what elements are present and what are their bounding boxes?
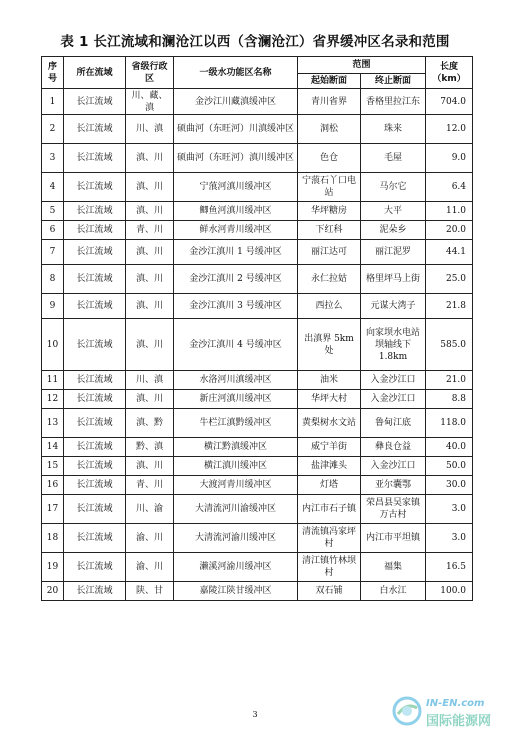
cell-basin: 长江流域: [64, 438, 126, 457]
cell-province: 黔、滇: [126, 438, 174, 457]
cell-start-section: 灯塔: [298, 476, 361, 495]
cell-end-section: 毛屋: [361, 144, 426, 173]
cell-zone-name: 濑溪河渝川缓冲区: [174, 553, 298, 582]
cell-basin: 长江流域: [64, 294, 126, 319]
cell-province: 川、滇: [126, 371, 174, 390]
cell-length: 118.0: [426, 409, 473, 438]
cell-basin: 长江流域: [64, 115, 126, 144]
cell-province: 滇、川: [126, 319, 174, 371]
cell-length: 30.0: [426, 476, 473, 495]
cell-end-section: 泥朵乡: [361, 221, 426, 240]
header-basin: 所在流域: [64, 57, 126, 89]
cell-start-section: 油米: [298, 371, 361, 390]
cell-basin: 长江流域: [64, 409, 126, 438]
cell-seq: 7: [42, 240, 64, 265]
cell-end-section: 珠来: [361, 115, 426, 144]
cell-zone-name: 大清流河川渝缓冲区: [174, 495, 298, 524]
cell-length: 21.0: [426, 371, 473, 390]
cell-basin: 长江流域: [64, 265, 126, 294]
cell-end-section: 格里坪马上街: [361, 265, 426, 294]
table-row: [42, 390, 473, 409]
table-row: [42, 294, 473, 319]
table-row: [42, 202, 473, 221]
cell-end-section: 香格里拉江东: [361, 89, 426, 115]
cell-zone-name: 新庄河滇川缓冲区: [174, 390, 298, 409]
cell-zone-name: 硕曲河（东旺河）川滇缓冲区: [174, 115, 298, 144]
cell-length: 704.0: [426, 89, 473, 115]
cell-seq: 1: [42, 89, 64, 115]
table-row: [42, 476, 473, 495]
cell-end-section: 彝良仓益: [361, 438, 426, 457]
cell-province: 川、滇: [126, 115, 174, 144]
cell-basin: 长江流域: [64, 240, 126, 265]
cell-start-section: 宁蒗石丫口电站: [298, 173, 361, 202]
cell-zone-name: 大渡河青川缓冲区: [174, 476, 298, 495]
cell-start-section: 西拉么: [298, 294, 361, 319]
table-row: [42, 240, 473, 265]
cell-seq: 4: [42, 173, 64, 202]
cell-seq: 20: [42, 582, 64, 601]
table-row: [42, 89, 473, 115]
cell-end-section: 元谋大湾子: [361, 294, 426, 319]
cell-seq: 18: [42, 524, 64, 553]
cell-end-section: 鲁甸江底: [361, 409, 426, 438]
cell-seq: 8: [42, 265, 64, 294]
cell-start-section: 黄梨树水文站: [298, 409, 361, 438]
cell-province: 川、渝: [126, 495, 174, 524]
cell-end-section: 福集: [361, 553, 426, 582]
header-length: [426, 57, 473, 89]
cell-seq: 14: [42, 438, 64, 457]
cell-basin: 长江流域: [64, 173, 126, 202]
cell-basin: 长江流域: [64, 221, 126, 240]
cell-basin: 长江流域: [64, 202, 126, 221]
cell-seq: 19: [42, 553, 64, 582]
cell-start-section: 内江市石子镇: [298, 495, 361, 524]
header-province: 省级行政区: [126, 57, 174, 89]
cell-seq: 17: [42, 495, 64, 524]
cell-province: 青、川: [126, 221, 174, 240]
cell-zone-name: 嘉陵江陕甘缓冲区: [174, 582, 298, 601]
cell-seq: 13: [42, 409, 64, 438]
cell-end-section: 荣昌县吴家镇万古村: [361, 495, 426, 524]
cell-zone-name: 鲫鱼河滇川缓冲区: [174, 202, 298, 221]
cell-basin: 长江流域: [64, 390, 126, 409]
cell-length: 44.1: [426, 240, 473, 265]
table-row: [42, 524, 473, 553]
watermark-name: 国际能源网: [426, 714, 492, 729]
cell-start-section: 出滇界 5km 处: [298, 319, 361, 371]
cell-zone-name: 金沙江川藏滇缓冲区: [174, 89, 298, 115]
cell-end-section: 白水江: [361, 582, 426, 601]
cell-length: 3.0: [426, 495, 473, 524]
cell-end-section: 内江市平坦镇: [361, 524, 426, 553]
cell-zone-name: 横江黔滇缓冲区: [174, 438, 298, 457]
cell-length: 21.8: [426, 294, 473, 319]
cell-province: 滇、川: [126, 265, 174, 294]
cell-seq: 10: [42, 319, 64, 371]
cell-seq: 3: [42, 144, 64, 173]
cell-end-section: 马尔它: [361, 173, 426, 202]
cell-end-section: 大平: [361, 202, 426, 221]
cell-basin: 长江流域: [64, 524, 126, 553]
cell-length: 50.0: [426, 457, 473, 476]
header-start-section: 起始断面: [298, 74, 361, 89]
cell-seq: 16: [42, 476, 64, 495]
cell-basin: 长江流域: [64, 89, 126, 115]
cell-start-section: 清江镇竹林坝村: [298, 553, 361, 582]
cell-basin: 长江流域: [64, 476, 126, 495]
cell-zone-name: 金沙江滇川 3 号缓冲区: [174, 294, 298, 319]
cell-end-section: 入金沙江口: [361, 390, 426, 409]
cell-length: 8.8: [426, 390, 473, 409]
cell-province: 陕、甘: [126, 582, 174, 601]
cell-start-section: 下红科: [298, 221, 361, 240]
cell-start-section: 华坪大村: [298, 390, 361, 409]
cell-province: 滇、川: [126, 173, 174, 202]
cell-start-section: 威宁羊街: [298, 438, 361, 457]
header-length-unit: （km）: [432, 73, 466, 84]
cell-seq: 12: [42, 390, 64, 409]
cell-length: 11.0: [426, 202, 473, 221]
cell-length: 585.0: [426, 319, 473, 371]
cell-province: 渝、川: [126, 524, 174, 553]
table-row: [42, 221, 473, 240]
header-range: 范围: [298, 57, 426, 74]
table-row: [42, 265, 473, 294]
cell-province: 滇、川: [126, 202, 174, 221]
cell-start-section: 色仓: [298, 144, 361, 173]
table-row: [42, 495, 473, 524]
buffer-zone-table: [41, 56, 473, 601]
table-row: [42, 582, 473, 601]
cell-length: 100.0: [426, 582, 473, 601]
header-length-label: 长度: [440, 61, 459, 72]
cell-end-section: 入金沙江口: [361, 371, 426, 390]
cell-length: 20.0: [426, 221, 473, 240]
cell-end-section: 丽江泥罗: [361, 240, 426, 265]
cell-seq: 15: [42, 457, 64, 476]
cell-length: 12.0: [426, 115, 473, 144]
cell-zone-name: 横江滇川缓冲区: [174, 457, 298, 476]
cell-zone-name: 金沙江滇川 2 号缓冲区: [174, 265, 298, 294]
cell-seq: 5: [42, 202, 64, 221]
header-seq: 序号: [42, 57, 64, 89]
cell-province: 滇、黔: [126, 409, 174, 438]
cell-province: 滇、川: [126, 294, 174, 319]
cell-end-section: 亚尔囊鄂: [361, 476, 426, 495]
cell-end-section: 入金沙江口: [361, 457, 426, 476]
cell-length: 9.0: [426, 144, 473, 173]
table-row: [42, 457, 473, 476]
watermark-logo: [392, 690, 507, 734]
cell-length: 16.5: [426, 553, 473, 582]
cell-province: 滇、川: [126, 390, 174, 409]
cell-start-section: 青川省界: [298, 89, 361, 115]
cell-start-section: 洞松: [298, 115, 361, 144]
cell-province: 渝、川: [126, 553, 174, 582]
cell-zone-name: 金沙江滇川 1 号缓冲区: [174, 240, 298, 265]
cell-zone-name: 大清流河渝川缓冲区: [174, 524, 298, 553]
page-title: 表 1 长江流域和澜沧江以西（含澜沧江）省界缓冲区名录和范围: [60, 34, 450, 50]
cell-zone-name: 牛栏江滇黔缓冲区: [174, 409, 298, 438]
cell-basin: 长江流域: [64, 371, 126, 390]
cell-seq: 6: [42, 221, 64, 240]
cell-basin: 长江流域: [64, 553, 126, 582]
cell-seq: 2: [42, 115, 64, 144]
table-row: [42, 438, 473, 457]
cell-start-section: 永仁拉姑: [298, 265, 361, 294]
cell-basin: 长江流域: [64, 582, 126, 601]
cell-zone-name: 宁蒗河滇川缓冲区: [174, 173, 298, 202]
cell-start-section: 清流镇冯家坪村: [298, 524, 361, 553]
cell-length: 3.0: [426, 524, 473, 553]
cell-seq: 11: [42, 371, 64, 390]
cell-zone-name: 水洛河川滇缓冲区: [174, 371, 298, 390]
cell-zone-name: 硕曲河（东旺河）滇川缓冲区: [174, 144, 298, 173]
cell-basin: 长江流域: [64, 495, 126, 524]
table-row: [42, 409, 473, 438]
cell-province: 滇、川: [126, 144, 174, 173]
cell-zone-name: 鲜水河青川缓冲区: [174, 221, 298, 240]
cell-start-section: 盐津滩头: [298, 457, 361, 476]
table-body: [42, 89, 473, 601]
cell-length: 40.0: [426, 438, 473, 457]
table-row: [42, 144, 473, 173]
table-row: [42, 371, 473, 390]
table-row: [42, 553, 473, 582]
table-row: [42, 115, 473, 144]
table-row: [42, 173, 473, 202]
cell-province: 滇、川: [126, 240, 174, 265]
cell-province: 滇、川: [126, 457, 174, 476]
cell-seq: 9: [42, 294, 64, 319]
cell-basin: 长江流域: [64, 457, 126, 476]
cell-end-section: 向家坝水电站坝轴线下 1.8km: [361, 319, 426, 371]
cell-length: 25.0: [426, 265, 473, 294]
cell-province: 青、川: [126, 476, 174, 495]
cell-start-section: 丽江达可: [298, 240, 361, 265]
cell-basin: 长江流域: [64, 144, 126, 173]
cell-province: 川、藏、滇: [126, 89, 174, 115]
header-zone-name: 一级水功能区名称: [174, 57, 298, 89]
cell-start-section: 双石铺: [298, 582, 361, 601]
page-number: 3: [252, 710, 258, 719]
cell-basin: 长江流域: [64, 319, 126, 371]
cell-length: 6.4: [426, 173, 473, 202]
globe-icon: [392, 696, 422, 726]
table-row: [42, 319, 473, 371]
cell-zone-name: 金沙江滇川 4 号缓冲区: [174, 319, 298, 371]
watermark-site: IN-EN.com: [426, 698, 485, 709]
header-end-section: 终止断面: [361, 74, 426, 89]
cell-start-section: 华坪糖房: [298, 202, 361, 221]
